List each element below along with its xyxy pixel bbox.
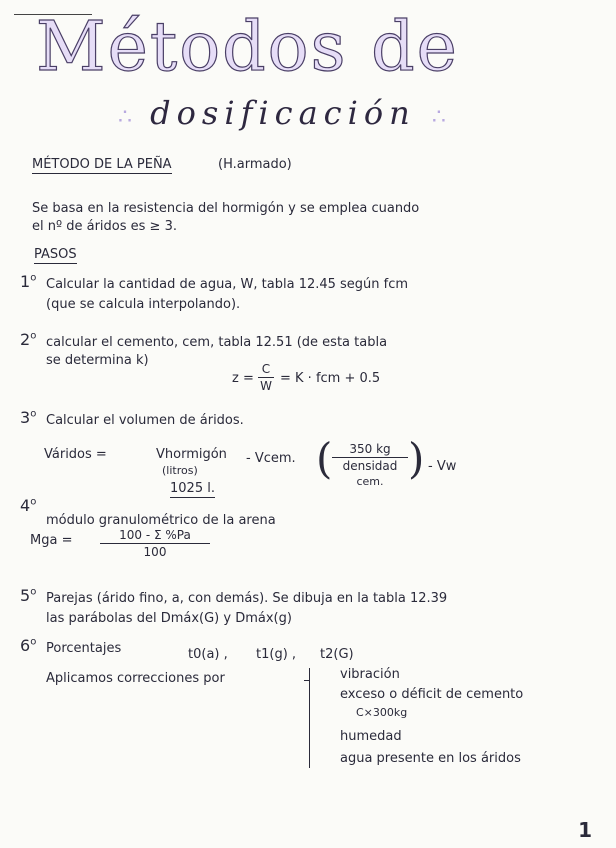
step-5-number (20, 586, 36, 605)
step-2-formula-lhs: z = (232, 371, 254, 386)
step-4-mga-den: 100 (143, 545, 167, 559)
step-2-num: 2 (20, 330, 31, 349)
corrections-label: Aplicamos correcciones por (46, 671, 225, 686)
step-2-ord: o (30, 330, 37, 342)
correction-4: agua presente en los áridos (340, 751, 521, 766)
method-heading: MÉTODO DE LA PEÑA (32, 157, 172, 172)
step-3-frac-den: densidad (342, 459, 398, 473)
step-5-ord: o (30, 586, 37, 598)
step-5-num: 5 (20, 586, 31, 605)
step-6-num: 6 (20, 636, 31, 655)
page-title: Métodos de (36, 8, 459, 87)
step-4-mga-num: 100 - Σ %Pa (119, 528, 191, 542)
step-1-line-2: (que se calcula interpolando). (46, 297, 241, 312)
intro-line-1: Se basa en la resistencia del hormigón y se emplea cuando (32, 201, 420, 216)
step-3-litros: (litros) (162, 464, 198, 477)
step-3-minus-vcem: - Vcem. (246, 451, 296, 466)
step-3-frac-num: 350 kg (349, 442, 391, 456)
step-3-frac-sub: cem. (356, 475, 384, 488)
correction-2-sub: C×300kg (356, 706, 408, 719)
step-2-formula-rhs: = K · fcm + 0.5 (280, 371, 381, 386)
step-4-number (20, 496, 36, 515)
step-1-line-1: Calcular la cantidad de agua, W, tabla 12.45 según fcm (46, 277, 409, 292)
step-4-num: 4 (20, 496, 31, 515)
intro-line-2: el nº de áridos es ≥ 3. (32, 219, 177, 234)
step-2-line-2: se determina k) (46, 353, 149, 368)
step-2-formula-fraction (258, 362, 274, 393)
step-6-ord: o (30, 636, 37, 648)
step-1-number (20, 272, 36, 291)
step-3-v-aridos: Váridos = (44, 447, 107, 462)
step-3-minus-vw: - Vw (428, 459, 457, 474)
step-6-t0: t0(a) , (188, 647, 228, 662)
step-3-open-paren: ( (316, 434, 333, 483)
correction-2: exceso o déficit de cemento (340, 687, 524, 702)
step-6-t2: t2(G) (320, 647, 354, 662)
step-5-line-1: Parejas (árido fino, a, con demás). Se dibuja en la tabla 12.39 (46, 591, 448, 606)
fraction-bar (100, 543, 210, 544)
corrections-brace (309, 668, 324, 768)
step-3-litros-value: 1025 l. (170, 481, 215, 496)
step-1-ord: o (30, 272, 37, 284)
page-number: 1 (578, 818, 592, 842)
step-2-formula-den: W (260, 379, 272, 393)
step-3-text: Calcular el volumen de áridos. (46, 413, 244, 428)
step-4-text: módulo granulométrico de la arena (46, 513, 276, 528)
step-3-v-hormigon: Vhormigón (156, 447, 227, 462)
step-6-label: Porcentajes (46, 641, 122, 656)
correction-3: humedad (340, 729, 402, 744)
step-3-ord: o (30, 408, 37, 420)
page-subtitle (118, 94, 448, 132)
step-4-mga-lhs: Mga = (30, 533, 73, 548)
step-5-line-2: las parábolas del Dmáx(G) y Dmáx(g) (46, 611, 292, 626)
subtitle-left-dots: ∴ (118, 105, 134, 130)
step-1-num: 1 (20, 272, 31, 291)
fraction-bar (332, 457, 408, 458)
method-heading-note: (H.armado) (218, 157, 292, 172)
step-3-number (20, 408, 36, 427)
fraction-bar (258, 377, 274, 378)
subtitle-text: dosificación (150, 94, 416, 132)
correction-1: vibración (340, 667, 400, 682)
step-4-fraction (100, 528, 210, 559)
step-6-number (20, 636, 36, 655)
subtitle-right-dots: ∴ (431, 105, 448, 130)
step-2-line-1: calcular el cemento, cem, tabla 12.51 (de esta tabla (46, 335, 388, 350)
step-6-t1: t1(g) , (256, 647, 297, 662)
step-3-fraction (332, 442, 408, 490)
step-3-num: 3 (20, 408, 31, 427)
step-2-formula-num: C (261, 362, 271, 376)
step-3-close-paren: ) (408, 434, 425, 483)
step-2-number (20, 330, 36, 349)
steps-heading: PASOS (34, 247, 77, 262)
step-4-ord: o (30, 496, 37, 508)
